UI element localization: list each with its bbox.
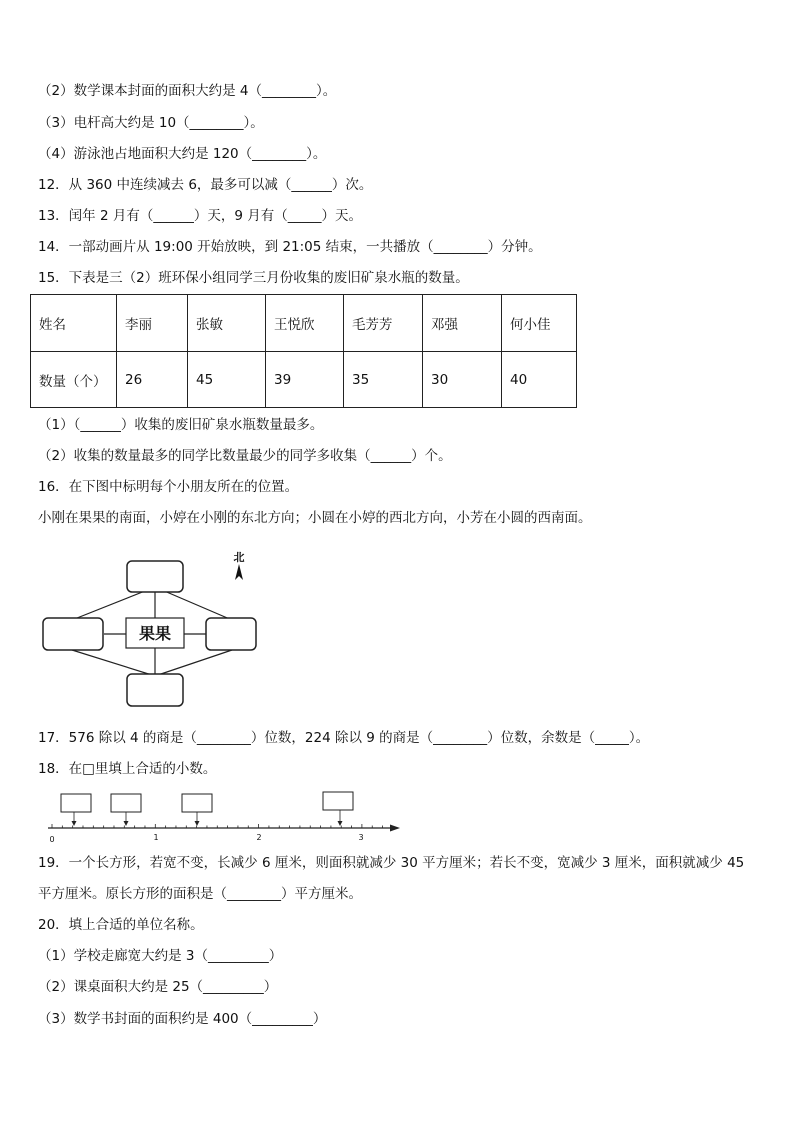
decimal-answer-box[interactable] [61, 794, 91, 812]
question-12: 12．从 360 中连续减去 6，最多可以减（______）次。 [38, 177, 373, 193]
table-cell: 35 [344, 352, 423, 408]
question-15-part-1: （1）（______）收集的废旧矿泉水瓶数量最多。 [38, 417, 324, 433]
tick-label: 3 [358, 833, 364, 842]
question-17: 17．576 除以 4 的商是（________）位数，224 除以 9 的商是（________）位数，余数是（_____）。 [38, 730, 650, 746]
north-label: 北 [233, 551, 245, 564]
question-14: 14．一部动画片从 19:00 开始放映，到 21:05 结束，一共播放（________）分钟。 [38, 239, 542, 255]
right-answer-box[interactable] [206, 618, 256, 650]
number-line [40, 790, 410, 850]
question-19-continued: 平方厘米。原长方形的面积是（________）平方厘米。 [38, 886, 362, 902]
north-arrow-icon [235, 564, 243, 580]
question-11-part-3: （3）电杆高大约是 10（________）。 [38, 115, 264, 131]
bottom-answer-box[interactable] [127, 674, 183, 706]
table-row [31, 352, 577, 408]
question-11-part-4: （4）游泳池占地面积大约是 120（________）。 [38, 146, 327, 162]
table-cell: 45 [188, 352, 266, 408]
question-15: 15．下表是三（2）班环保小组同学三月份收集的废旧矿泉水瓶的数量。 [38, 270, 469, 286]
question-20-part-1: （1）学校走廊宽大约是 3（_________） [38, 948, 283, 964]
position-diagram [40, 550, 280, 710]
table-cell: 39 [266, 352, 344, 408]
table-cell: 邓强 [423, 295, 502, 352]
question-20-part-3: （3）数学书封面的面积约是 400（_________） [38, 1011, 327, 1027]
table-cell: 王悦欣 [266, 295, 344, 352]
bottle-count-table [30, 294, 577, 408]
table-header-row [31, 295, 577, 352]
decimal-answer-box[interactable] [182, 794, 212, 812]
table-cell: 何小佳 [502, 295, 577, 352]
question-11-part-2: （2）数学课本封面的面积大约是 4（________）。 [38, 83, 337, 99]
question-20: 20．填上合适的单位名称。 [38, 917, 204, 933]
question-16-description: 小刚在果果的南面，小婷在小刚的东北方向；小圆在小婷的西北方向，小芳在小圆的西南面。 [38, 510, 592, 526]
tick-label: 1 [153, 833, 159, 842]
table-cell: 数量（个） [31, 352, 117, 408]
tick-label: 2 [256, 833, 262, 842]
table-cell: 26 [117, 352, 188, 408]
center-label: 果果 [138, 624, 172, 643]
table-cell: 李丽 [117, 295, 188, 352]
table-cell: 姓名 [31, 295, 117, 352]
tick-label: 0 [49, 835, 55, 844]
question-18: 18．在□里填上合适的小数。 [38, 761, 217, 777]
question-16: 16．在下图中标明每个小朋友所在的位置。 [38, 479, 299, 495]
question-15-part-2: （2）收集的数量最多的同学比数量最少的同学多收集（______）个。 [38, 448, 452, 464]
table-cell: 40 [502, 352, 577, 408]
decimal-answer-box[interactable] [111, 794, 141, 812]
decimal-answer-box[interactable] [323, 792, 353, 810]
arrow-icon [390, 825, 400, 832]
table-cell: 毛芳芳 [344, 295, 423, 352]
question-20-part-2: （2）课桌面积大约是 25（_________） [38, 979, 278, 995]
table-cell: 张敏 [188, 295, 266, 352]
table-cell: 30 [423, 352, 502, 408]
question-13: 13．闰年 2 月有（______）天，9 月有（_____）天。 [38, 208, 362, 224]
left-answer-box[interactable] [43, 618, 103, 650]
question-19: 19．一个长方形，若宽不变，长减少 6 厘米，则面积就减少 30 平方厘米；若长不变，宽减少 3 厘米，面积就减少 45 [38, 855, 745, 871]
top-answer-box[interactable] [127, 561, 183, 592]
